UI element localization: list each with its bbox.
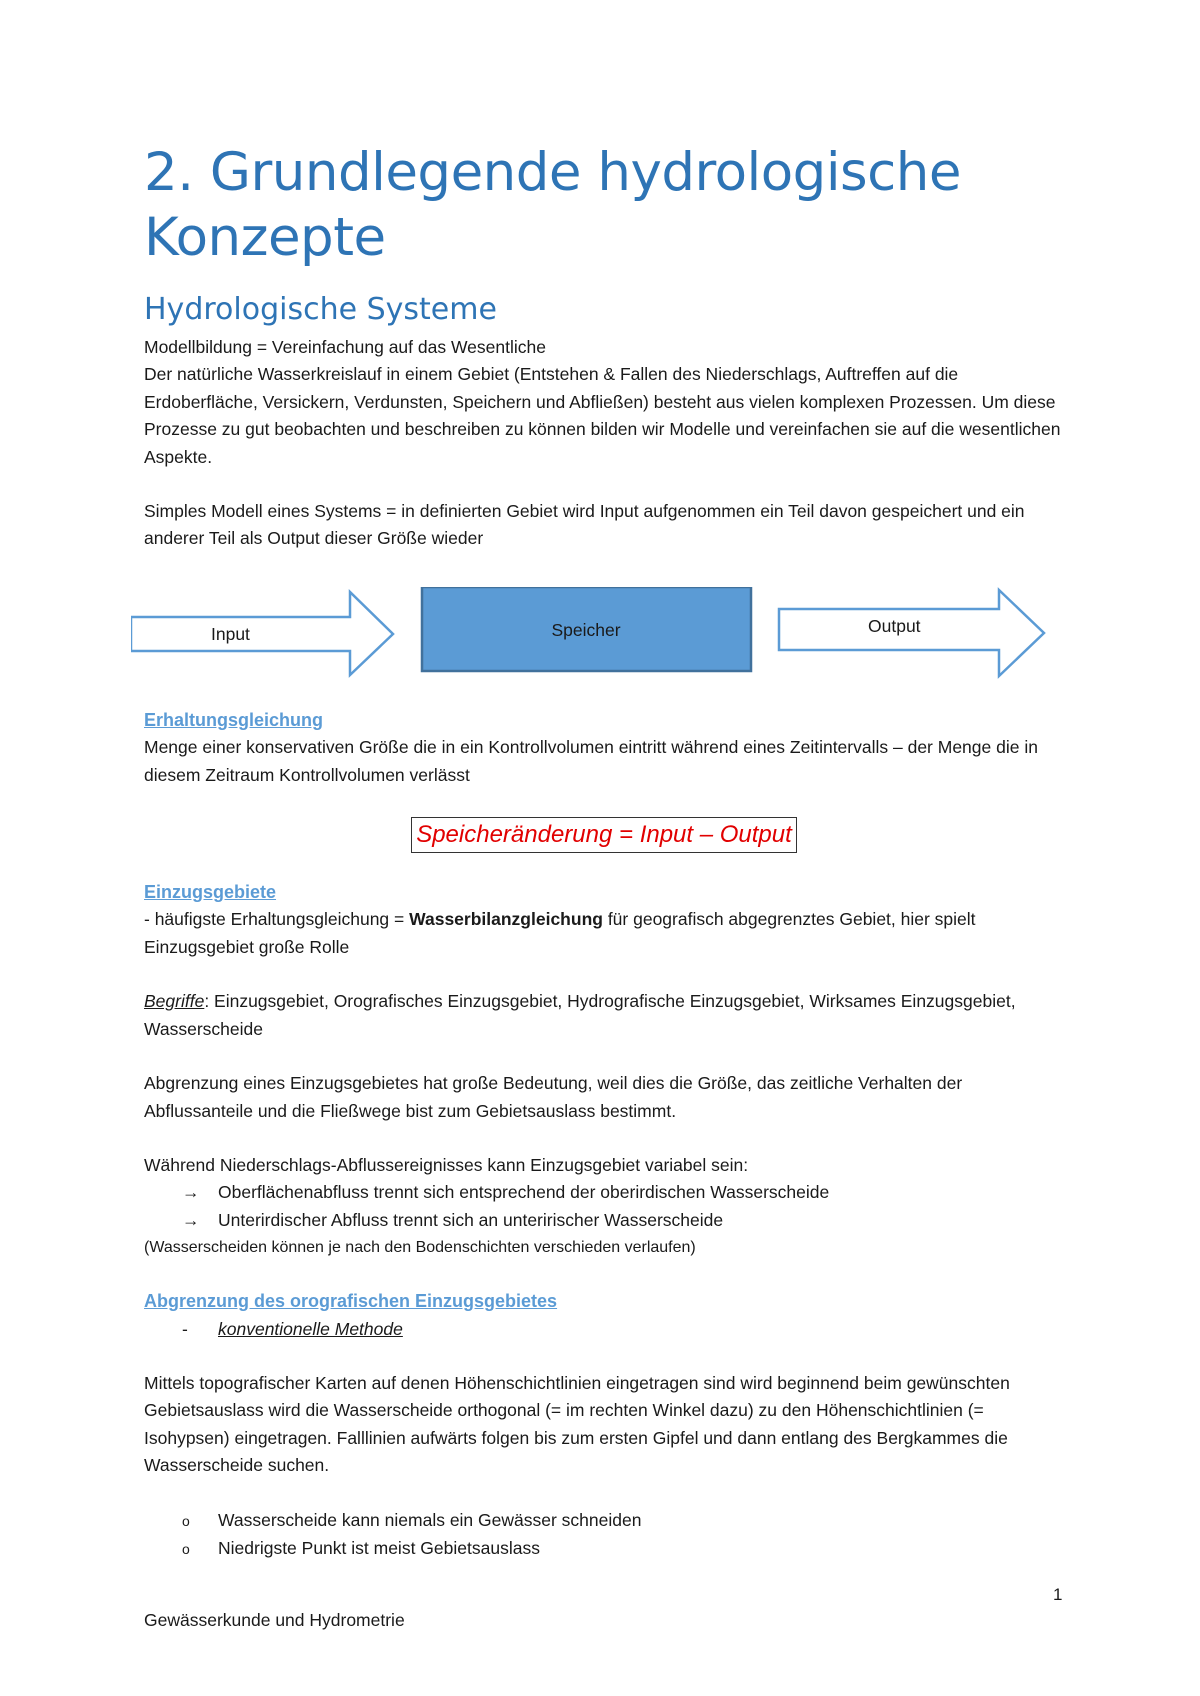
section-heading-abgrenzung-orografisch: Abgrenzung des orografischen Einzugsgebietes — [144, 1291, 558, 1312]
paragraph-begriffe — [144, 988, 1064, 1043]
wasserbilanz-post: für geografisch abgegrenztes Gebiet, hier spielt Einzugsgebiet große Rolle — [144, 909, 976, 957]
paragraph-erhaltung: Menge einer konservativen Größe die in ein Kontrollvolumen eintritt während eines Zeitintervalls – der Menge die in diesem Zeitraum Kontrollvolumen verlässt — [144, 737, 1038, 785]
circle-list-text: Niedrigste Punkt ist meist Gebietsauslass — [218, 1537, 540, 1558]
circle-list-item — [144, 1535, 1064, 1563]
document-body — [144, 140, 1064, 1563]
begriffe-text: : Einzugsgebiet, Orografisches Einzugsgebiet, Hydrografische Einzugsgebiet, Wirksames Einzugsgebiet, Wasserscheide — [144, 991, 1016, 1039]
system-diagram — [131, 587, 1071, 695]
paragraph-simples-modell: Simples Modell eines Systems = in definierten Gebiet wird Input aufgenommen ein Teil davon gespeichert und ein anderer Teil als Output dieser Größe wieder — [144, 501, 1025, 549]
dash-list-item — [144, 1316, 1064, 1343]
method-label: konventionelle Methode — [218, 1318, 403, 1339]
page-title: 2. Grundlegende hydrologische Konzepte — [144, 142, 961, 268]
arrow-right-icon: → — [182, 1182, 200, 1203]
page-number: 1 — [1053, 1585, 1063, 1604]
storage-label: Speicher — [551, 619, 621, 640]
arrow-right-icon: → — [182, 1209, 200, 1230]
input-label: Input — [211, 623, 250, 644]
arrow-list-text: Oberflächenabfluss trennt sich entsprechend der oberirdischen Wasserscheide — [218, 1182, 830, 1203]
paragraph-wasserkreislauf: Der natürliche Wasserkreislauf in einem Gebiet (Entstehen & Fallen des Niederschlags, Auftreffen auf die Erdoberfläche, Versickern, Verdunsten, Speichern und Abfließen) besteht aus vielen komplexen Prozessen. Um diese Prozesse zu gut beobachten und beschreiben zu können bilden wir Modelle und vereinfachen sie auf die wesentlichen Aspekte. — [144, 364, 1061, 467]
arrow-list-item — [144, 1207, 1064, 1234]
begriffe-label: Begriffe — [144, 991, 205, 1012]
section-heading-erhaltungsgleichung: Erhaltungsgleichung — [144, 709, 324, 730]
paragraph-variabel: Während Niederschlags-Abflussereignisses kann Einzugsgebiet variabel sein: — [144, 1154, 749, 1175]
circle-list-text: Wasserscheide kann niemals ein Gewässer schneiden — [218, 1509, 642, 1530]
input-arrow — [131, 592, 393, 675]
output-label: Output — [868, 615, 921, 636]
dash-bullet: - — [182, 1318, 188, 1339]
circle-bullet-icon: o — [182, 1540, 190, 1557]
storage-balance-formula: Speicheränderung = Input – Output — [411, 817, 797, 853]
arrow-list-text: Unterirdischer Abfluss trennt sich an unteririscher Wasserscheide — [218, 1209, 724, 1230]
note-wasserscheiden: (Wasserscheiden können je nach den Bodenschichten verschieden verlaufen) — [144, 1239, 696, 1257]
section-heading-hydrologische-systeme: Hydrologische Systeme — [144, 292, 497, 327]
wasserbilanz-term: Wasserbilanzgleichung — [409, 909, 603, 930]
definition-modellbildung: Modellbildung = Vereinfachung auf das Wesentliche — [144, 337, 546, 357]
section-heading-einzugsgebiete: Einzugsgebiete — [144, 882, 277, 903]
circle-bullet-icon: o — [182, 1512, 190, 1529]
formula-container — [144, 817, 1064, 853]
paragraph-wasserbilanz — [144, 906, 1064, 961]
system-diagram-svg — [131, 587, 1071, 695]
paragraph-topografische-karten: Mittels topografischer Karten auf denen Höhenschichtlinien eingetragen sind wird beginnend beim gewünschten Gebietsauslass wird die Wasserscheide orthogonal (= im rechten Winkel dazu) zu den Höhenschichtlinien (= Isohypsen) eingetragen. Falllinien aufwärts folgen bis zum ersten Gipfel und dann entlang des Bergkammes die Wasserscheide suchen. — [144, 1372, 1010, 1476]
paragraph-abgrenzung-bedeutung: Abgrenzung eines Einzugsgebietes hat große Bedeutung, weil dies die Größe, das zeitliche Verhalten der Abflussanteile und die Fließwege bist zum Gebietsauslass bestimmt. — [144, 1073, 963, 1121]
page-footer: Gewässerkunde und Hydrometrie — [144, 1610, 405, 1630]
arrow-list-item — [144, 1179, 1064, 1206]
wasserbilanz-pre: - häufigste Erhaltungsgleichung = — [144, 909, 410, 930]
circle-list-item — [144, 1507, 1064, 1535]
